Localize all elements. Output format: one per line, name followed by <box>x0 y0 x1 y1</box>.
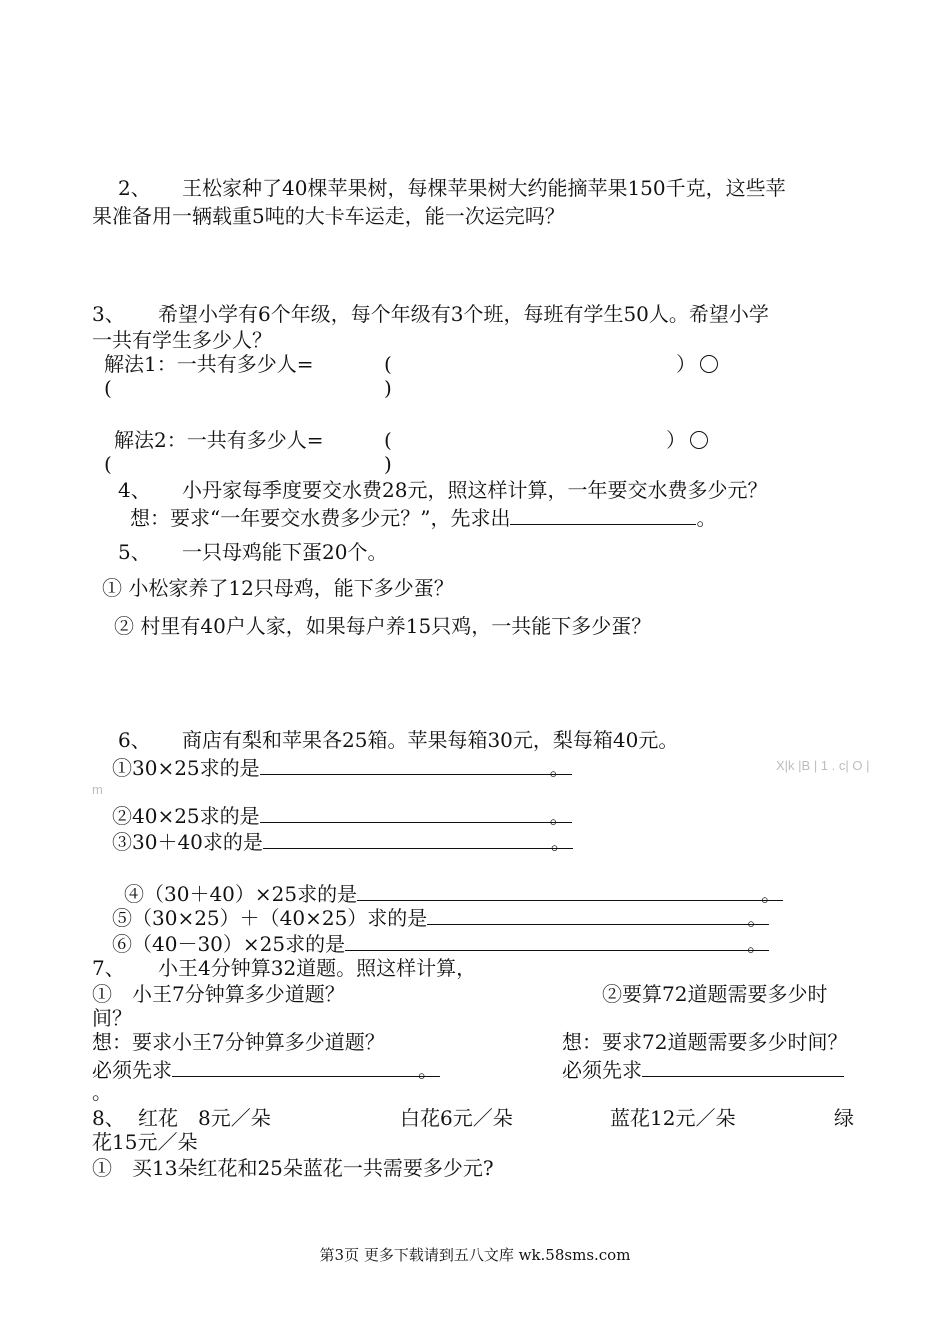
q3-method2-open2: ( <box>104 452 112 476</box>
q7-think2: 想：要求72道题需要多少时间？ <box>562 1030 848 1054</box>
answer-blank[interactable] <box>510 504 696 525</box>
q5-sub2: ② 村里有40户人家，如果每户养15只鸡，一共能下多少蛋？ <box>114 614 652 638</box>
q7-sub1: ① 小王7分钟算多少道题？ <box>92 982 345 1006</box>
q4-think <box>130 504 716 530</box>
q2-number: 2、 <box>118 176 151 200</box>
q6-sub4 <box>124 880 781 906</box>
answer-blank[interactable] <box>172 1056 440 1077</box>
answer-blank[interactable] <box>345 930 769 951</box>
answer-blank[interactable] <box>260 754 572 775</box>
q7-think1: 想：要求小王7分钟算多少道题？ <box>92 1030 385 1054</box>
answer-blank[interactable] <box>357 880 783 901</box>
q3-method2-label: 解法2：一共有多少人= <box>114 428 324 452</box>
q3-method2-close2: ) <box>384 452 392 476</box>
answer-blank[interactable] <box>642 1056 844 1077</box>
q8-green-price: 花15元／朵 <box>92 1130 198 1154</box>
watermark-text-2: m <box>92 782 103 797</box>
q3-method1-label: 解法1：一共有多少人= <box>104 352 314 376</box>
q7-must1-label: 必须先求 <box>92 1058 172 1082</box>
q3-number: 3、 <box>92 302 125 326</box>
q3-method1-close <box>676 352 718 376</box>
q8-number: 8、 <box>92 1106 125 1130</box>
q3-method1-close2: ) <box>384 376 392 400</box>
answer-blank[interactable] <box>427 904 769 925</box>
q6-sub4-label: ④（30＋40）×25求的是 <box>124 882 358 906</box>
q2-text-line1: 王松家种了40棵苹果树，每棵苹果树大约能摘苹果150千克，这些苹 <box>182 176 786 200</box>
q6-sub3-end: 。 <box>550 830 571 854</box>
q3-text-line1: 希望小学有6个年级，每个年级有3个班，每班有学生50人。希望小学 <box>158 302 769 326</box>
q8-sub1: ① 买13朵红花和25朵蓝花一共需要多少元? <box>92 1156 494 1180</box>
q7-must2-end: 。 <box>92 1080 112 1104</box>
q4-think-text: 想：要求“一年要交水费多少元？”，先求出 <box>130 506 511 530</box>
q5-sub1: ① 小松家养了12只母鸡，能下多少蛋？ <box>102 576 454 600</box>
q6-sub6-end: 。 <box>747 932 768 956</box>
q7-text: 小王4分钟算32道题。照这样计算， <box>158 956 477 980</box>
q7-must1-end: 。 <box>418 1058 438 1082</box>
operator-circle[interactable] <box>690 431 708 449</box>
q8-green-label: 绿 <box>834 1106 854 1130</box>
q7-must2-label: 必须先求 <box>562 1058 642 1082</box>
q6-text: 商店有梨和苹果各25箱。苹果每箱30元，梨每箱40元。 <box>182 728 679 752</box>
q6-sub2-label: ②40×25求的是 <box>112 804 260 828</box>
q2-text-line2: 果准备用一辆载重5吨的大卡车运走，能一次运完吗？ <box>92 204 565 228</box>
q6-sub1 <box>112 754 570 780</box>
q7-must1 <box>92 1056 438 1082</box>
q6-sub5 <box>112 904 767 930</box>
answer-blank[interactable] <box>260 802 572 823</box>
q3-method1-open: ( <box>384 352 392 376</box>
q6-sub2 <box>112 802 570 828</box>
q3-method2-close-paren: ） <box>666 428 686 452</box>
q6-sub6 <box>112 930 767 956</box>
page-footer: 第3页 更多下载请到五八文库 wk.58sms.com <box>319 1246 631 1264</box>
q6-sub3-label: ③30＋40求的是 <box>112 830 263 854</box>
q6-sub6-label: ⑥（40－30）×25求的是 <box>112 932 346 956</box>
q3-method2-open: ( <box>384 428 392 452</box>
watermark-text: X|k |B | 1 . c| O | <box>776 758 870 773</box>
q4-end: 。 <box>696 506 717 530</box>
q7-number: 7、 <box>92 956 125 980</box>
q6-number: 6、 <box>118 728 151 752</box>
q6-sub3 <box>112 828 571 854</box>
q6-sub5-end: 。 <box>747 906 768 930</box>
q3-text-line2: 一共有学生多少人？ <box>92 328 272 352</box>
q5-text: 一只母鸡能下蛋20个。 <box>182 540 388 564</box>
q7-must2 <box>562 1056 844 1082</box>
q8-blue-price: 蓝花12元／朵 <box>610 1106 736 1130</box>
q6-sub5-label: ⑤（30×25）＋（40×25）求的是 <box>112 906 428 930</box>
q3-method1-close-paren: ） <box>676 352 696 376</box>
q4-number: 4、 <box>118 478 151 502</box>
q6-sub4-end: 。 <box>761 882 782 906</box>
q4-text-line1: 小丹家每季度要交水费28元，照这样计算，一年要交水费多少元？ <box>182 478 768 502</box>
q8-white-price: 白花6元／朵 <box>400 1106 513 1130</box>
operator-circle[interactable] <box>700 355 718 373</box>
q3-method1-open2: ( <box>104 376 112 400</box>
answer-blank[interactable] <box>263 828 573 849</box>
q7-sub2: ②要算72道题需要多少时 <box>602 982 828 1006</box>
q6-sub1-label: ①30×25求的是 <box>112 756 260 780</box>
q8-red-price: 红花 8元／朵 <box>138 1106 271 1130</box>
q5-number: 5、 <box>118 540 151 564</box>
q6-sub2-end: 。 <box>549 804 570 828</box>
q6-sub1-end: 。 <box>549 756 570 780</box>
q7-sub2-cont: 间？ <box>92 1006 132 1030</box>
q3-method2-close <box>666 428 708 452</box>
